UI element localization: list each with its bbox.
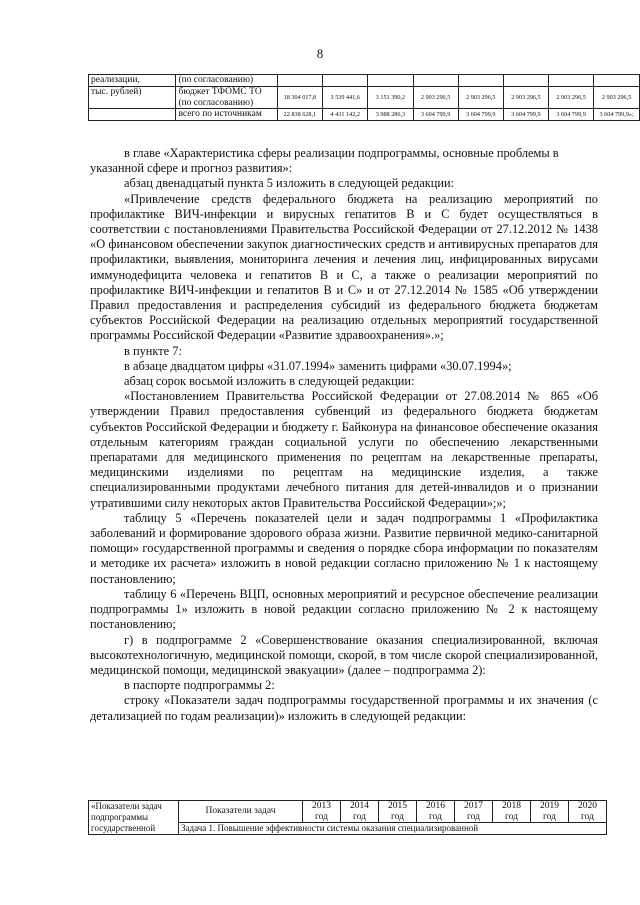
year-unit: год — [543, 811, 556, 822]
paragraph: таблицу 6 «Перечень ВЦП, основных мероприятий и ресурсное обеспечение реализации подпрограммы 1» изложить в новой редакции согласно приложению № 2 к настоящему постановлению; — [90, 586, 598, 632]
funding-left-cell: тыс. рублей) — [89, 87, 176, 109]
paragraph: «Привлечение средств федерального бюджета на реализацию мероприятий по профилактике ВИЧ-инфекции и вирусных гепатитов В и С будет осуществляться в соответствии с постановлениями Правительства Российской Федерации от 27.12.2012 № 1438 «О финансовом обеспечении закупок диагностических средств и антивирусных препаратов для профилактики, выявления, мониторинга лечения и лечения лиц, инфицированных вирусами иммунодефицита человека и гепатитов В и С, а также о реализации мероприятий по профилактике ВИЧ-инфекции и гепатитов В и С» и от 27.12.2014 № 1585 «Об утверждении Правил предоставления и распределения субсидий из федерального бюджета бюджетам субъектов Российской Федерации на реализацию отдельных мероприятий государственной программы Российской Федерации «Развитие здравоохранения».»; — [90, 191, 598, 343]
funding-total: 3 604 799,9 — [458, 109, 503, 121]
funding-source-note: (по согласованию) — [178, 97, 254, 108]
year-header: 2015 — [388, 801, 407, 811]
year-unit: год — [429, 811, 442, 822]
paragraph: г) в подпрограмме 2 «Совершенствование оказания специализированной, включая высокотехнологичную, медицинской помощи, скорой, в том числе скорой специализированной, медицинской помощи, медицинской эвакуации» (далее – подпрограмма 2): — [90, 632, 598, 677]
year-header: 2014 — [350, 801, 369, 811]
funding-total: 3 988 286,3 — [368, 109, 413, 121]
paragraph: в паспорте подпрограммы 2: — [124, 678, 275, 693]
paragraph: абзац двенадцатый пункта 5 изложить в следующей редакции: — [124, 176, 455, 191]
year-unit: год — [315, 811, 328, 822]
paragraph: в главе «Характеристика сферы реализации подпрограммы, основные проблемы в указанной сфере и прогноз развития»: — [90, 146, 559, 176]
funding-source: всего по источникам — [176, 109, 277, 121]
year-header: 2020 — [578, 801, 597, 811]
funding-value: 2 903 296,5 — [549, 87, 594, 109]
indicators-title-line: «Показатели задач — [91, 801, 162, 811]
page-number: 8 — [316, 46, 324, 61]
funding-value: 2 903 296,5 — [413, 87, 458, 109]
funding-source: бюджет ТФОМС ТО — [178, 87, 262, 97]
paragraph: таблицу 5 «Перечень показателей цели и задач подпрограммы 1 «Профилактика заболеваний и формирование здорового образа жизни. Развитие первичной медико-санитарной помощи» государственной программы и сведения о порядке сбора информации по показателям и методике их расчета» изложить в новой редакции согласно приложению № 1 к настоящему постановлению; — [90, 510, 598, 586]
paragraph: в абзаце двадцатом цифры «31.07.1994» заменить цифрами «30.07.1994»; — [124, 358, 512, 373]
funding-total: 22 838 628,1 — [277, 109, 323, 121]
paragraph: абзац сорок восьмой изложить в следующей редакции: — [124, 374, 415, 389]
paragraph: «Постановлением Правительства Российской Федерации от 27.08.2014 № 865 «Об утверждении Правил предоставления субвенций из федерального бюджета бюджетам субъектов Российской Федерации и бюджету г. Байконура на финансовое обеспечение оказания отдельным категориям граждан социальной услуги по обеспечению лекарственными препаратами для медицинского применения по рецептам на лекарственные препараты, медицинскими изделиями по рецептам на медицинские изделия, а также специализированными продуктами лечебного питания для детей-инвалидов и о признании утратившими силу некоторых актов Правительства Российской Федерации»;»; — [90, 389, 598, 510]
year-header: 2013 — [312, 801, 331, 811]
funding-value: 18 304 017,8 — [277, 87, 323, 109]
year-unit: год — [581, 811, 594, 822]
indicators-table — [88, 800, 607, 835]
funding-table — [88, 74, 640, 121]
year-header: 2016 — [426, 801, 445, 811]
funding-value: 2 903 296,5 — [458, 87, 503, 109]
document-body — [90, 146, 598, 724]
indicators-header: Показатели задач — [179, 801, 303, 823]
funding-total: 3 604 799,9»; — [594, 109, 640, 121]
funding-value: 2 903 296,5 — [594, 87, 640, 109]
year-unit: год — [391, 811, 404, 822]
funding-total: 3 604 799,9 — [413, 109, 458, 121]
funding-total: 4 431 142,2 — [323, 109, 368, 121]
funding-value: 3 539 441,6 — [323, 87, 368, 109]
year-header: 2019 — [540, 801, 559, 811]
funding-total: 3 604 799,9 — [503, 109, 548, 121]
year-unit: год — [353, 811, 366, 822]
year-header: 2018 — [502, 801, 521, 811]
funding-value: 3 151 390,2 — [368, 87, 413, 109]
paragraph: строку «Показатели задач подпрограммы государственной программы и их значения (с детализацией по годам реализации)» изложить в следующей редакции: — [90, 693, 598, 723]
year-header: 2017 — [464, 801, 483, 811]
funding-source: (по согласованию) — [176, 75, 277, 87]
year-unit: год — [467, 811, 480, 822]
indicators-title-line: государственной — [89, 823, 179, 835]
indicators-title-line: подпрограммы — [91, 811, 149, 822]
paragraph: в пункте 7: — [124, 343, 182, 358]
year-unit: год — [505, 811, 518, 822]
funding-left-cell: реализации, — [89, 75, 176, 87]
funding-value: 2 903 296,5 — [503, 87, 548, 109]
funding-total: 3 604 799,9 — [549, 109, 594, 121]
task-row: Задача 1. Повышение эффективности системы оказания специализированной — [179, 823, 607, 835]
